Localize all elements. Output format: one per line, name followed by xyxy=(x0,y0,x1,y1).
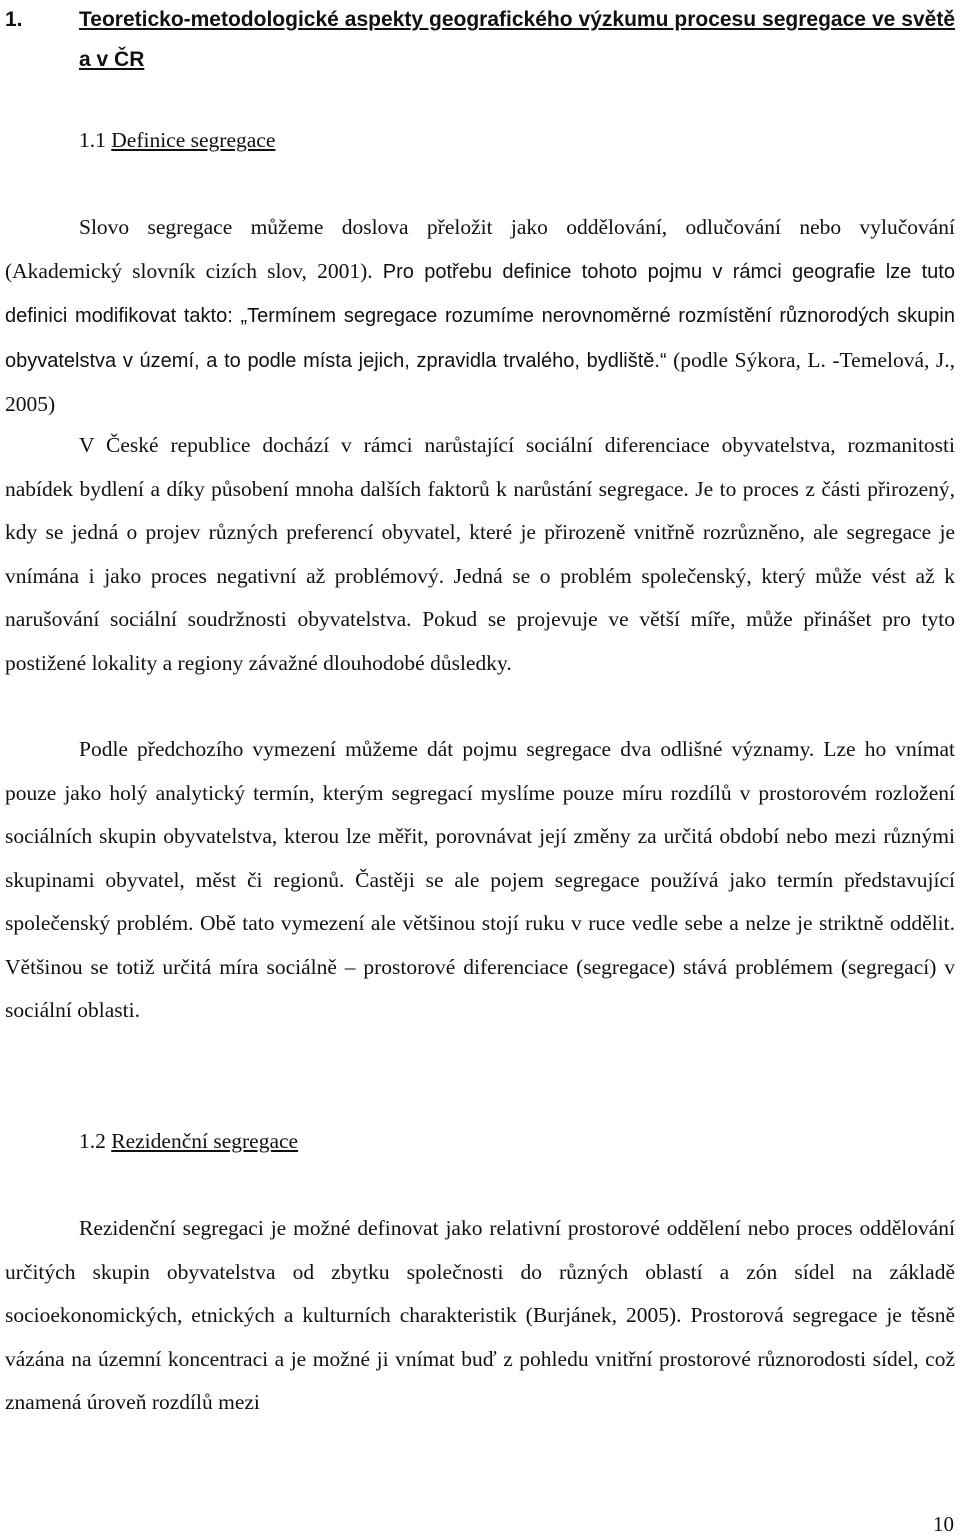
paragraph-definition-citation: (podle Sýkora, L. -Temelová, J., 2005) xyxy=(5,347,956,416)
paragraph-czech-republic xyxy=(5,424,955,685)
chapter-title: Teoreticko-metodologické aspekty geografického výzkumu procesu segregace ve světě a v ČR xyxy=(79,8,955,71)
paragraph-definition xyxy=(5,206,955,427)
paragraph-definition-lead: Slovo segregace můžeme doslova přeložit jako oddělování, odlučování nebo vylučování (Akademický slovník cizích slov, 2001). xyxy=(5,215,955,283)
section-heading-1-2 xyxy=(5,1126,960,1156)
paragraph-meanings xyxy=(5,728,955,1033)
section-number: 1.2 xyxy=(79,1129,106,1153)
paragraph-meanings-text: Podle předchozího vymezení můžeme dát pojmu segregace dva odlišné významy. Lze ho vnímat pouze jako holý analytický termín, kterým segregací myslíme pouze míru rozdílů v prostorovém rozložení sociálních skupin obyvatelstva, kterou lze měřit, porovnávat její změny za určitá období nebo mezi různými skupinami obyvatel, měst či regionů. Častěji se ale pojem segregace používá jako termín představující společenský problém. Obě tato vymezení ale většinou stojí ruku v ruce vedle sebe a nelze je striktně oddělit. Většinou se totiž určitá míra sociálně – prostorové diferenciace (segregace) stává problémem (segregací) v sociální oblasti. xyxy=(5,737,955,1022)
paragraph-definition-quote: Pro potřebu definice tohoto pojmu v rámci geografie lze tuto definici modifikovat takto: „Termínem segregace rozumíme nerovnoměrné rozmístění různorodých skupin obyvatelstva v území, a to podle místa jejich, zpravidla trvalého, bydliště.“ xyxy=(5,260,955,372)
section-heading-1-1 xyxy=(5,125,960,155)
section-title: Rezidenční segregace xyxy=(111,1129,299,1153)
chapter-number: 1. xyxy=(5,8,23,31)
paragraph-residential-text: Rezidenční segregaci je možné definovat jako relativní prostorové oddělení nebo proces oddělování určitých skupin obyvatelstva od zbytku společnosti do různých oblastí a zón sídel na základě socioekonomických, etnických a kulturních charakteristik (Burjánek, 2005). Prostorová segregace je těsně vázána na územní koncentraci a je možné ji vnímat buď z pohledu vnitřní prostorové různorodosti sídel, což znamená úroveň rozdílů mezi xyxy=(5,1216,955,1414)
section-number: 1.1 xyxy=(79,128,106,152)
page-number: 10 xyxy=(933,1512,954,1536)
paragraph-residential xyxy=(5,1207,955,1425)
section-title: Definice segregace xyxy=(111,128,276,152)
chapter-heading xyxy=(5,0,955,80)
paragraph-czech-republic-text: V České republice dochází v rámci narůstající sociální diferenciace obyvatelstva, rozmanitosti nabídek bydlení a díky působení mnoha dalších faktorů k narůstání segregace. Je to proces z části přirozený, kdy se jedná o projev různých preferencí obyvatel, které je přirozeně vnitřně rozrůzněno, ale segregace je vnímána i jako proces negativní až problémový. Jedná se o problém společenský, který může vést až k narušování sociální soudržnosti obyvatelstva. Pokud se projevuje ve větší míře, může přinášet pro tyto postižené lokality a regiony závažné dlouhodobé důsledky. xyxy=(5,433,955,675)
